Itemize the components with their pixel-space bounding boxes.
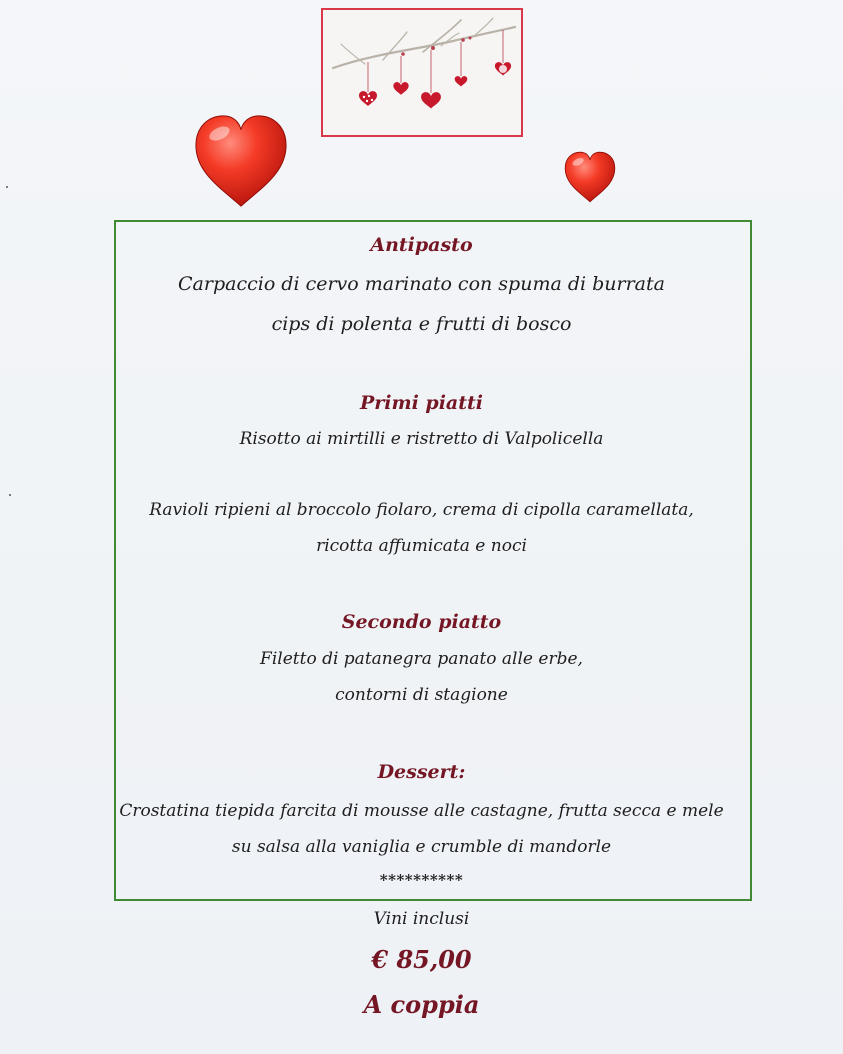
price: € 85,00	[371, 945, 472, 974]
dessert-heading: Dessert:	[377, 761, 466, 783]
page-speck	[6, 186, 8, 188]
primi-dish-line: Ravioli ripieni al broccolo fiolaro, crema di cipolla caramellata,	[149, 500, 694, 520]
secondo-heading: Secondo piatto	[341, 611, 502, 633]
price-per-couple: A coppia	[363, 990, 480, 1019]
secondo-dish-line: contorni di stagione	[335, 685, 508, 705]
heart-icon	[563, 150, 617, 204]
secondo-dish-line: Filetto di patanegra panato alle erbe,	[260, 649, 583, 669]
wines-included: Vini inclusi	[373, 909, 470, 929]
heart-icon	[192, 112, 290, 210]
primi-dish-line: ricotta affumicata e noci	[316, 536, 527, 556]
hearts-on-branch-picture	[321, 8, 523, 137]
separator: **********	[379, 871, 464, 889]
antipasto-dish-line: cips di polenta e frutti di bosco	[271, 313, 572, 335]
dessert-dish-line: Crostatina tiepida farcita di mousse alle castagne, frutta secca e mele	[119, 801, 724, 821]
antipasto-heading: Antipasto	[370, 234, 473, 256]
primi-heading: Primi piatti	[359, 392, 484, 414]
dessert-dish-line: su salsa alla vaniglia e crumble di mandorle	[231, 837, 612, 857]
page-speck	[9, 494, 11, 496]
hearts-on-branch-icon	[323, 10, 521, 135]
antipasto-dish-line: Carpaccio di cervo marinato con spuma di burrata	[178, 273, 665, 295]
primi-dish-line: Risotto ai mirtilli e ristretto di Valpolicella	[239, 429, 604, 449]
